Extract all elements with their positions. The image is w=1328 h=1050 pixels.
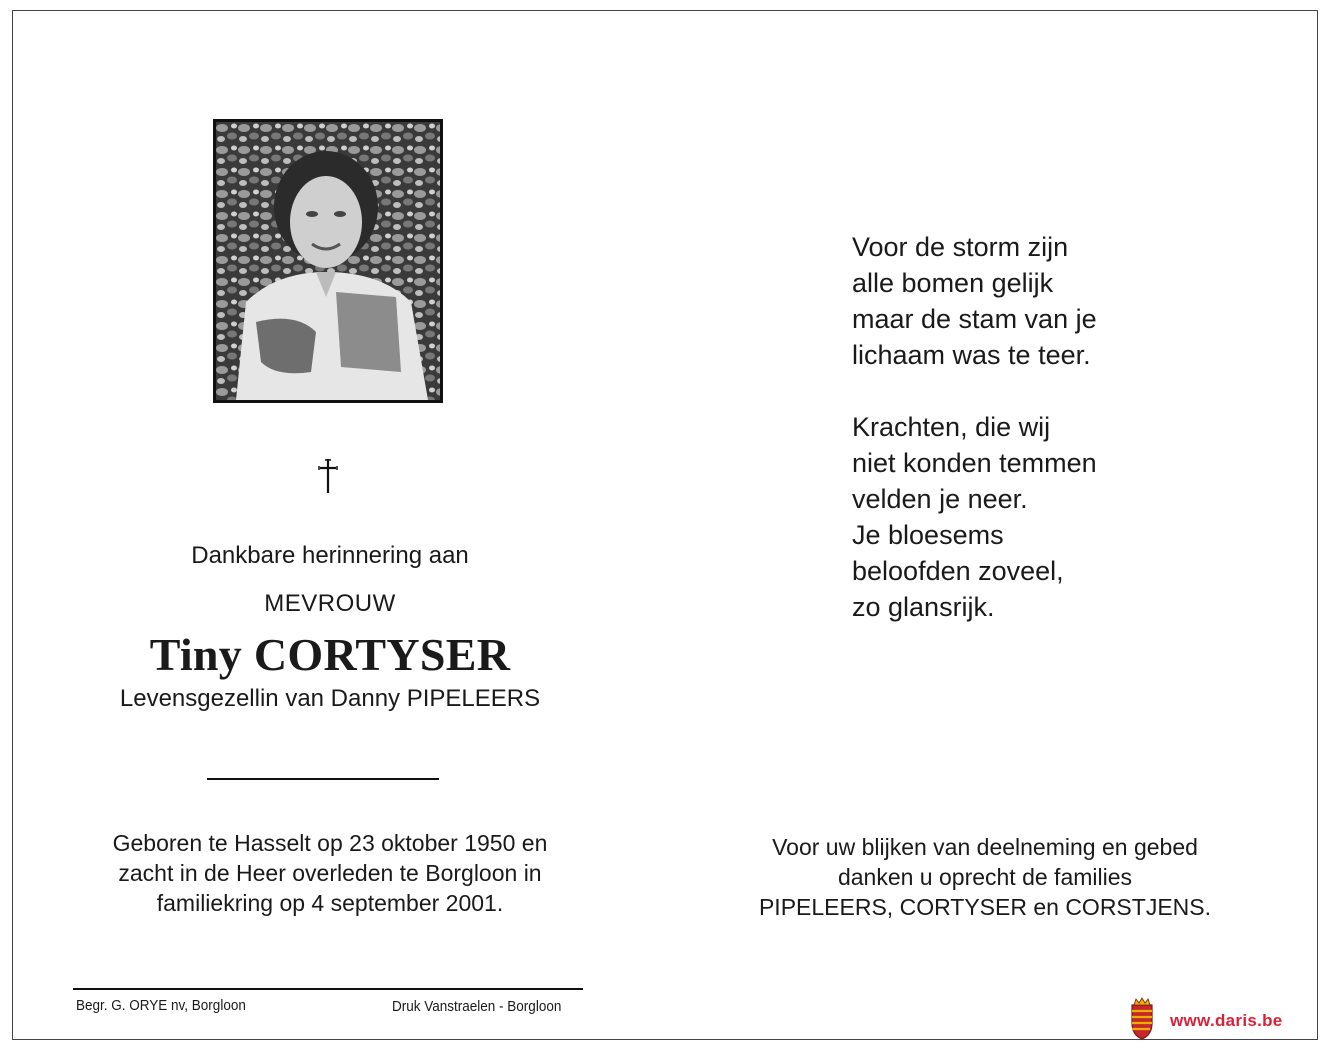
thanks-line: danken u oprecht de families xyxy=(837,864,1133,890)
intro-text: Dankbare herinnering aan xyxy=(191,542,469,569)
poem xyxy=(852,229,1097,625)
deceased-name: Tiny CORTYSER xyxy=(149,629,511,680)
poem-line: alle bomen gelijk xyxy=(852,268,1054,298)
thanks-note xyxy=(700,832,1270,922)
coat-of-arms-icon xyxy=(1126,997,1158,1041)
poem-line: niet konden temmen xyxy=(852,448,1097,478)
thanks-line: PIPELEERS, CORTYSER en CORSTJENS. xyxy=(758,894,1212,920)
bio-line: familiekring op 4 september 2001. xyxy=(156,890,504,916)
cross-icon xyxy=(316,458,340,494)
poem-line: Krachten, die wij xyxy=(852,412,1051,442)
bio-line: Geboren te Hasselt op 23 oktober 1950 en xyxy=(112,830,548,856)
poem-line: maar de stam van je xyxy=(852,304,1097,334)
title-word: MEVROUW xyxy=(264,590,396,617)
divider xyxy=(207,778,439,780)
funeral-home-credit: Begr. G. ORYE nv, Borgloon xyxy=(76,997,246,1014)
portrait-photo xyxy=(213,119,443,403)
poem-line: lichaam was te teer. xyxy=(852,340,1091,370)
poem-line: zo glansrijk. xyxy=(852,592,995,622)
website-link[interactable]: www.daris.be xyxy=(1170,1011,1283,1030)
partner-line: Levensgezellin van Danny PIPELEERS xyxy=(119,685,541,712)
printer-credit: Druk Vanstraelen - Borgloon xyxy=(392,998,562,1015)
biography xyxy=(60,828,600,918)
poem-line: velden je neer. xyxy=(852,484,1028,514)
footer-rule xyxy=(73,988,583,990)
poem-line: Voor de storm zijn xyxy=(852,232,1069,262)
poem-line: Je bloesems xyxy=(852,520,1004,550)
thanks-line: Voor uw blijken van deelneming en gebed xyxy=(772,834,1198,860)
bio-line: zacht in de Heer overleden te Borgloon in xyxy=(118,860,542,886)
poem-line: beloofden zoveel, xyxy=(852,556,1064,586)
